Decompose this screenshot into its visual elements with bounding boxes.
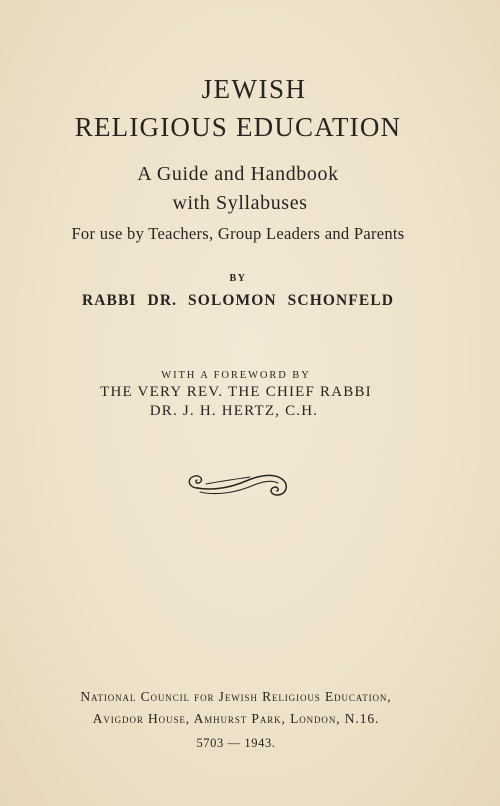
author-name: RABBI DR. SOLOMON SCHONFELD <box>81 292 395 309</box>
subtitle-line-1: A Guide and Handbook <box>137 163 339 185</box>
foreword-author-title: THE VERY REV. THE CHIEF RABBI <box>100 384 372 400</box>
book-title-line-1: JEWISH <box>201 74 307 104</box>
publication-date: 5703 — 1943. <box>196 736 276 750</box>
publisher-address: Avigdor House, Amhurst Park, London, N.16. <box>92 711 380 726</box>
by-label: BY <box>229 273 247 284</box>
publisher-name: National Council for Jewish Religious Education, <box>80 689 392 704</box>
foreword-author-name: DR. J. H. HERTZ, C.H. <box>149 403 319 419</box>
audience-line: For use by Teachers, Group Leaders and Parents <box>71 224 405 243</box>
foreword-intro: WITH A FOREWORD BY <box>161 370 311 381</box>
flourish-ornament-icon <box>184 468 292 502</box>
book-title-line-2: RELIGIOUS EDUCATION <box>74 112 402 142</box>
subtitle-line-2: with Syllabuses <box>172 192 308 214</box>
